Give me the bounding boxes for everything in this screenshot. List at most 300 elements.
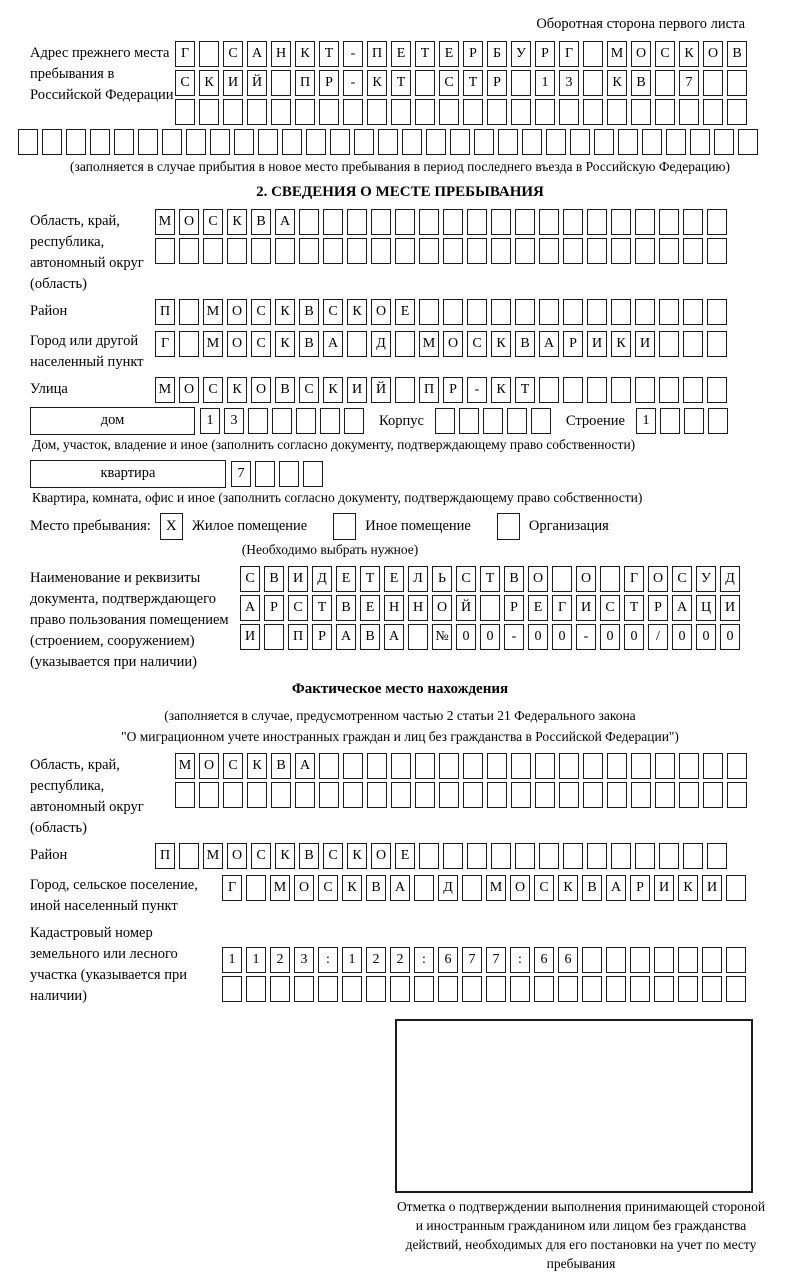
form-cell[interactable] xyxy=(486,976,506,1002)
form-cell[interactable]: № xyxy=(432,624,452,650)
form-cell[interactable]: 0 xyxy=(672,624,692,650)
form-cell[interactable]: / xyxy=(648,624,668,650)
form-cell[interactable] xyxy=(390,976,410,1002)
form-cell[interactable] xyxy=(378,129,398,155)
form-cell[interactable] xyxy=(234,129,254,155)
form-cell[interactable]: 1 xyxy=(222,947,242,973)
form-cell[interactable] xyxy=(467,843,487,869)
form-cell[interactable] xyxy=(491,299,511,325)
form-cell[interactable] xyxy=(707,209,727,235)
form-cell[interactable]: : xyxy=(414,947,434,973)
form-cell[interactable] xyxy=(659,377,679,403)
form-cell[interactable] xyxy=(522,129,542,155)
form-cell[interactable] xyxy=(179,238,199,264)
form-cell[interactable] xyxy=(727,70,747,96)
form-cell[interactable] xyxy=(222,976,242,1002)
form-cell[interactable] xyxy=(371,238,391,264)
form-cell[interactable]: 0 xyxy=(528,624,548,650)
form-cell[interactable]: С xyxy=(318,875,338,901)
form-cell[interactable]: 6 xyxy=(558,947,578,973)
form-cell[interactable] xyxy=(467,209,487,235)
form-cell[interactable]: К xyxy=(247,753,267,779)
form-cell[interactable]: Д xyxy=(312,566,332,592)
form-cell[interactable] xyxy=(583,782,603,808)
form-cell[interactable]: П xyxy=(295,70,315,96)
form-cell[interactable] xyxy=(587,299,607,325)
form-cell[interactable] xyxy=(391,753,411,779)
form-cell[interactable] xyxy=(539,843,559,869)
form-cell[interactable] xyxy=(515,299,535,325)
form-cell[interactable] xyxy=(210,129,230,155)
form-cell[interactable] xyxy=(296,408,316,434)
form-cell[interactable]: Р xyxy=(504,595,524,621)
form-cell[interactable] xyxy=(738,129,758,155)
form-cell[interactable] xyxy=(702,947,722,973)
form-cell[interactable] xyxy=(679,782,699,808)
form-cell[interactable]: 0 xyxy=(720,624,740,650)
form-cell[interactable]: В xyxy=(504,566,524,592)
form-cell[interactable] xyxy=(155,238,175,264)
form-cell[interactable] xyxy=(607,753,627,779)
form-cell[interactable] xyxy=(611,238,631,264)
form-cell[interactable]: С xyxy=(288,595,308,621)
form-cell[interactable] xyxy=(559,99,579,125)
form-cell[interactable]: Й xyxy=(456,595,476,621)
form-cell[interactable] xyxy=(426,129,446,155)
form-cell[interactable] xyxy=(563,299,583,325)
form-cell[interactable] xyxy=(415,70,435,96)
form-cell[interactable] xyxy=(463,782,483,808)
form-cell[interactable] xyxy=(247,99,267,125)
form-cell[interactable] xyxy=(498,129,518,155)
form-cell[interactable] xyxy=(435,408,455,434)
form-cell[interactable] xyxy=(462,875,482,901)
form-cell[interactable] xyxy=(270,976,290,1002)
form-cell[interactable]: К xyxy=(295,41,315,67)
form-cell[interactable] xyxy=(552,566,572,592)
form-cell[interactable]: - xyxy=(467,377,487,403)
form-cell[interactable] xyxy=(414,875,434,901)
form-cell[interactable] xyxy=(559,782,579,808)
form-cell[interactable] xyxy=(659,331,679,357)
form-cell[interactable]: П xyxy=(155,299,175,325)
form-cell[interactable] xyxy=(487,782,507,808)
form-cell[interactable]: Р xyxy=(319,70,339,96)
form-cell[interactable]: - xyxy=(343,70,363,96)
form-cell[interactable]: - xyxy=(504,624,524,650)
form-cell[interactable] xyxy=(683,843,703,869)
form-cell[interactable] xyxy=(246,875,266,901)
form-cell[interactable]: Л xyxy=(408,566,428,592)
form-cell[interactable] xyxy=(683,299,703,325)
form-cell[interactable] xyxy=(635,299,655,325)
form-cell[interactable] xyxy=(162,129,182,155)
form-cell[interactable] xyxy=(175,99,195,125)
form-cell[interactable]: 2 xyxy=(366,947,386,973)
form-cell[interactable]: Е xyxy=(336,566,356,592)
form-cell[interactable]: А xyxy=(390,875,410,901)
form-cell[interactable] xyxy=(703,753,723,779)
form-cell[interactable] xyxy=(199,99,219,125)
form-cell[interactable] xyxy=(295,782,315,808)
form-cell[interactable] xyxy=(66,129,86,155)
form-cell[interactable] xyxy=(271,70,291,96)
form-cell[interactable] xyxy=(726,976,746,1002)
form-cell[interactable]: О xyxy=(227,299,247,325)
form-cell[interactable]: К xyxy=(342,875,362,901)
form-cell[interactable]: С xyxy=(251,299,271,325)
form-cell[interactable]: И xyxy=(240,624,260,650)
form-cell[interactable] xyxy=(491,209,511,235)
form-cell[interactable]: О xyxy=(432,595,452,621)
form-cell[interactable]: В xyxy=(275,377,295,403)
form-cell[interactable] xyxy=(654,947,674,973)
form-cell[interactable] xyxy=(600,566,620,592)
form-cell[interactable] xyxy=(727,99,747,125)
form-cell[interactable]: Р xyxy=(443,377,463,403)
form-cell[interactable]: С xyxy=(175,70,195,96)
form-cell[interactable]: Т xyxy=(624,595,644,621)
form-cell[interactable]: М xyxy=(203,843,223,869)
form-cell[interactable]: К xyxy=(275,843,295,869)
form-cell[interactable]: С xyxy=(600,595,620,621)
form-cell[interactable]: П xyxy=(288,624,308,650)
form-cell[interactable] xyxy=(248,408,268,434)
form-cell[interactable]: С xyxy=(655,41,675,67)
form-cell[interactable] xyxy=(443,299,463,325)
form-cell[interactable]: В xyxy=(515,331,535,357)
form-cell[interactable]: С xyxy=(323,843,343,869)
form-cell[interactable] xyxy=(347,238,367,264)
form-cell[interactable] xyxy=(354,129,374,155)
form-cell[interactable] xyxy=(343,782,363,808)
form-cell[interactable]: В xyxy=(271,753,291,779)
form-cell[interactable] xyxy=(678,976,698,1002)
form-cell[interactable] xyxy=(618,129,638,155)
form-cell[interactable] xyxy=(539,209,559,235)
form-cell[interactable] xyxy=(371,209,391,235)
form-cell[interactable] xyxy=(539,299,559,325)
form-cell[interactable] xyxy=(419,209,439,235)
form-cell[interactable]: И xyxy=(635,331,655,357)
form-cell[interactable]: Е xyxy=(360,595,380,621)
form-cell[interactable]: С xyxy=(534,875,554,901)
form-cell[interactable]: С xyxy=(299,377,319,403)
form-cell[interactable]: : xyxy=(318,947,338,973)
form-cell[interactable]: О xyxy=(227,843,247,869)
form-cell[interactable] xyxy=(666,129,686,155)
form-cell[interactable] xyxy=(227,238,247,264)
form-cell[interactable] xyxy=(702,976,722,1002)
form-cell[interactable]: О xyxy=(179,209,199,235)
form-cell[interactable]: 1 xyxy=(535,70,555,96)
form-cell[interactable] xyxy=(438,976,458,1002)
form-cell[interactable]: В xyxy=(264,566,284,592)
form-cell[interactable] xyxy=(707,238,727,264)
form-cell[interactable] xyxy=(655,99,675,125)
form-cell[interactable] xyxy=(707,299,727,325)
form-cell[interactable] xyxy=(18,129,38,155)
form-cell[interactable]: В xyxy=(366,875,386,901)
form-cell[interactable]: : xyxy=(510,947,530,973)
form-cell[interactable] xyxy=(474,129,494,155)
form-cell[interactable] xyxy=(264,624,284,650)
form-cell[interactable] xyxy=(299,238,319,264)
form-cell[interactable] xyxy=(683,238,703,264)
form-cell[interactable]: Е xyxy=(391,41,411,67)
form-cell[interactable]: 6 xyxy=(534,947,554,973)
form-cell[interactable]: А xyxy=(247,41,267,67)
form-cell[interactable] xyxy=(330,129,350,155)
form-cell[interactable]: Г xyxy=(155,331,175,357)
form-cell[interactable] xyxy=(582,947,602,973)
form-cell[interactable] xyxy=(255,461,275,487)
form-cell[interactable] xyxy=(439,753,459,779)
form-cell[interactable]: О xyxy=(227,331,247,357)
form-cell[interactable]: С xyxy=(467,331,487,357)
form-cell[interactable] xyxy=(391,99,411,125)
form-cell[interactable] xyxy=(323,209,343,235)
form-cell[interactable] xyxy=(563,238,583,264)
form-cell[interactable]: И xyxy=(654,875,674,901)
form-cell[interactable] xyxy=(282,129,302,155)
form-cell[interactable]: 0 xyxy=(624,624,644,650)
form-cell[interactable] xyxy=(635,238,655,264)
form-cell[interactable]: - xyxy=(576,624,596,650)
form-cell[interactable]: Т xyxy=(515,377,535,403)
form-cell[interactable] xyxy=(483,408,503,434)
form-cell[interactable]: Е xyxy=(439,41,459,67)
form-cell[interactable]: 3 xyxy=(224,408,244,434)
form-cell[interactable]: 1 xyxy=(636,408,656,434)
form-cell[interactable] xyxy=(223,99,243,125)
form-cell[interactable] xyxy=(419,299,439,325)
form-cell[interactable] xyxy=(507,408,527,434)
form-cell[interactable]: Р xyxy=(563,331,583,357)
form-cell[interactable] xyxy=(558,976,578,1002)
form-cell[interactable]: К xyxy=(227,377,247,403)
form-cell[interactable]: Р xyxy=(648,595,668,621)
form-cell[interactable] xyxy=(583,41,603,67)
form-cell[interactable] xyxy=(631,99,651,125)
form-cell[interactable]: И xyxy=(288,566,308,592)
form-cell[interactable] xyxy=(607,99,627,125)
form-cell[interactable] xyxy=(631,782,651,808)
form-cell[interactable] xyxy=(539,238,559,264)
form-cell[interactable] xyxy=(607,782,627,808)
form-cell[interactable]: К xyxy=(227,209,247,235)
form-cell[interactable]: 2 xyxy=(270,947,290,973)
form-cell[interactable]: О xyxy=(703,41,723,67)
form-cell[interactable]: С xyxy=(240,566,260,592)
form-cell[interactable]: 2 xyxy=(390,947,410,973)
form-cell[interactable]: О xyxy=(576,566,596,592)
form-cell[interactable] xyxy=(203,238,223,264)
form-cell[interactable]: К xyxy=(678,875,698,901)
form-cell[interactable] xyxy=(415,99,435,125)
residence-type-checkbox-inoe[interactable] xyxy=(333,513,356,540)
form-cell[interactable] xyxy=(342,976,362,1002)
form-cell[interactable] xyxy=(462,976,482,1002)
form-cell[interactable] xyxy=(611,377,631,403)
form-cell[interactable]: 3 xyxy=(559,70,579,96)
form-cell[interactable]: Д xyxy=(438,875,458,901)
form-cell[interactable] xyxy=(683,209,703,235)
form-cell[interactable] xyxy=(511,99,531,125)
form-cell[interactable]: С xyxy=(251,843,271,869)
form-cell[interactable]: О xyxy=(294,875,314,901)
form-cell[interactable] xyxy=(415,782,435,808)
form-cell[interactable] xyxy=(347,331,367,357)
form-cell[interactable] xyxy=(611,299,631,325)
form-cell[interactable] xyxy=(258,129,278,155)
form-cell[interactable] xyxy=(546,129,566,155)
form-cell[interactable] xyxy=(587,209,607,235)
form-cell[interactable] xyxy=(594,129,614,155)
form-cell[interactable] xyxy=(199,782,219,808)
form-cell[interactable]: Ь xyxy=(432,566,452,592)
form-cell[interactable] xyxy=(534,976,554,1002)
form-cell[interactable] xyxy=(708,408,728,434)
form-cell[interactable]: А xyxy=(323,331,343,357)
form-cell[interactable] xyxy=(539,377,559,403)
residence-type-checkbox-zhiloe[interactable]: X xyxy=(160,513,183,540)
form-cell[interactable] xyxy=(179,331,199,357)
form-cell[interactable] xyxy=(726,947,746,973)
form-cell[interactable] xyxy=(559,753,579,779)
form-cell[interactable]: С xyxy=(672,566,692,592)
form-cell[interactable]: В xyxy=(360,624,380,650)
form-cell[interactable]: А xyxy=(384,624,404,650)
form-cell[interactable] xyxy=(707,377,727,403)
form-cell[interactable]: Т xyxy=(319,41,339,67)
form-cell[interactable] xyxy=(707,843,727,869)
form-cell[interactable] xyxy=(450,129,470,155)
form-cell[interactable] xyxy=(611,843,631,869)
form-cell[interactable]: 3 xyxy=(294,947,314,973)
form-cell[interactable]: У xyxy=(696,566,716,592)
form-cell[interactable] xyxy=(659,299,679,325)
form-cell[interactable]: К xyxy=(607,70,627,96)
form-cell[interactable]: Д xyxy=(720,566,740,592)
form-cell[interactable]: 7 xyxy=(462,947,482,973)
form-cell[interactable]: Й xyxy=(371,377,391,403)
form-cell[interactable]: А xyxy=(672,595,692,621)
form-cell[interactable]: 0 xyxy=(456,624,476,650)
form-cell[interactable] xyxy=(246,976,266,1002)
form-cell[interactable]: Г xyxy=(552,595,572,621)
form-cell[interactable] xyxy=(319,782,339,808)
form-cell[interactable]: В xyxy=(727,41,747,67)
form-cell[interactable]: Р xyxy=(463,41,483,67)
form-cell[interactable] xyxy=(491,843,511,869)
form-cell[interactable] xyxy=(467,238,487,264)
form-cell[interactable]: Г xyxy=(222,875,242,901)
form-cell[interactable] xyxy=(303,461,323,487)
form-cell[interactable] xyxy=(138,129,158,155)
form-cell[interactable] xyxy=(443,843,463,869)
form-cell[interactable] xyxy=(459,408,479,434)
form-cell[interactable]: О xyxy=(648,566,668,592)
form-cell[interactable]: - xyxy=(343,41,363,67)
form-cell[interactable] xyxy=(727,782,747,808)
form-cell[interactable]: В xyxy=(631,70,651,96)
form-cell[interactable]: М xyxy=(486,875,506,901)
form-cell[interactable] xyxy=(678,947,698,973)
form-cell[interactable] xyxy=(414,976,434,1002)
form-cell[interactable]: Д xyxy=(371,331,391,357)
form-cell[interactable] xyxy=(606,947,626,973)
form-cell[interactable] xyxy=(463,753,483,779)
form-cell[interactable]: О xyxy=(528,566,548,592)
form-cell[interactable] xyxy=(511,753,531,779)
form-cell[interactable]: С xyxy=(223,753,243,779)
form-cell[interactable]: Р xyxy=(487,70,507,96)
form-cell[interactable]: М xyxy=(155,377,175,403)
form-cell[interactable]: В xyxy=(336,595,356,621)
form-cell[interactable]: 6 xyxy=(438,947,458,973)
form-cell[interactable] xyxy=(487,99,507,125)
form-cell[interactable]: С xyxy=(203,209,223,235)
form-cell[interactable] xyxy=(630,976,650,1002)
form-cell[interactable] xyxy=(707,331,727,357)
form-cell[interactable]: А xyxy=(336,624,356,650)
form-cell[interactable]: Г xyxy=(624,566,644,592)
form-cell[interactable] xyxy=(319,99,339,125)
form-cell[interactable]: В xyxy=(582,875,602,901)
form-cell[interactable]: 7 xyxy=(679,70,699,96)
form-cell[interactable] xyxy=(419,843,439,869)
form-cell[interactable] xyxy=(367,99,387,125)
form-cell[interactable] xyxy=(318,976,338,1002)
form-cell[interactable]: 7 xyxy=(231,461,251,487)
form-cell[interactable] xyxy=(726,875,746,901)
form-cell[interactable]: Е xyxy=(384,566,404,592)
form-cell[interactable] xyxy=(515,843,535,869)
form-cell[interactable] xyxy=(510,976,530,1002)
form-cell[interactable] xyxy=(630,947,650,973)
form-cell[interactable] xyxy=(659,238,679,264)
form-cell[interactable]: И xyxy=(587,331,607,357)
form-cell[interactable] xyxy=(487,753,507,779)
form-cell[interactable] xyxy=(727,753,747,779)
form-cell[interactable] xyxy=(690,129,710,155)
form-cell[interactable] xyxy=(655,782,675,808)
form-cell[interactable]: Г xyxy=(559,41,579,67)
form-cell[interactable] xyxy=(299,209,319,235)
form-cell[interactable]: П xyxy=(155,843,175,869)
form-cell[interactable] xyxy=(703,99,723,125)
form-cell[interactable] xyxy=(279,461,299,487)
form-cell[interactable]: К xyxy=(558,875,578,901)
form-cell[interactable]: М xyxy=(607,41,627,67)
form-cell[interactable] xyxy=(583,753,603,779)
form-cell[interactable]: В xyxy=(299,299,319,325)
form-cell[interactable] xyxy=(186,129,206,155)
form-cell[interactable] xyxy=(443,209,463,235)
form-cell[interactable] xyxy=(175,782,195,808)
form-cell[interactable] xyxy=(294,976,314,1002)
form-cell[interactable] xyxy=(271,99,291,125)
form-cell[interactable] xyxy=(247,782,267,808)
form-cell[interactable] xyxy=(582,976,602,1002)
form-cell[interactable]: А xyxy=(295,753,315,779)
form-cell[interactable]: Т xyxy=(312,595,332,621)
form-cell[interactable] xyxy=(642,129,662,155)
form-cell[interactable] xyxy=(395,331,415,357)
form-cell[interactable]: У xyxy=(511,41,531,67)
form-cell[interactable]: 0 xyxy=(480,624,500,650)
